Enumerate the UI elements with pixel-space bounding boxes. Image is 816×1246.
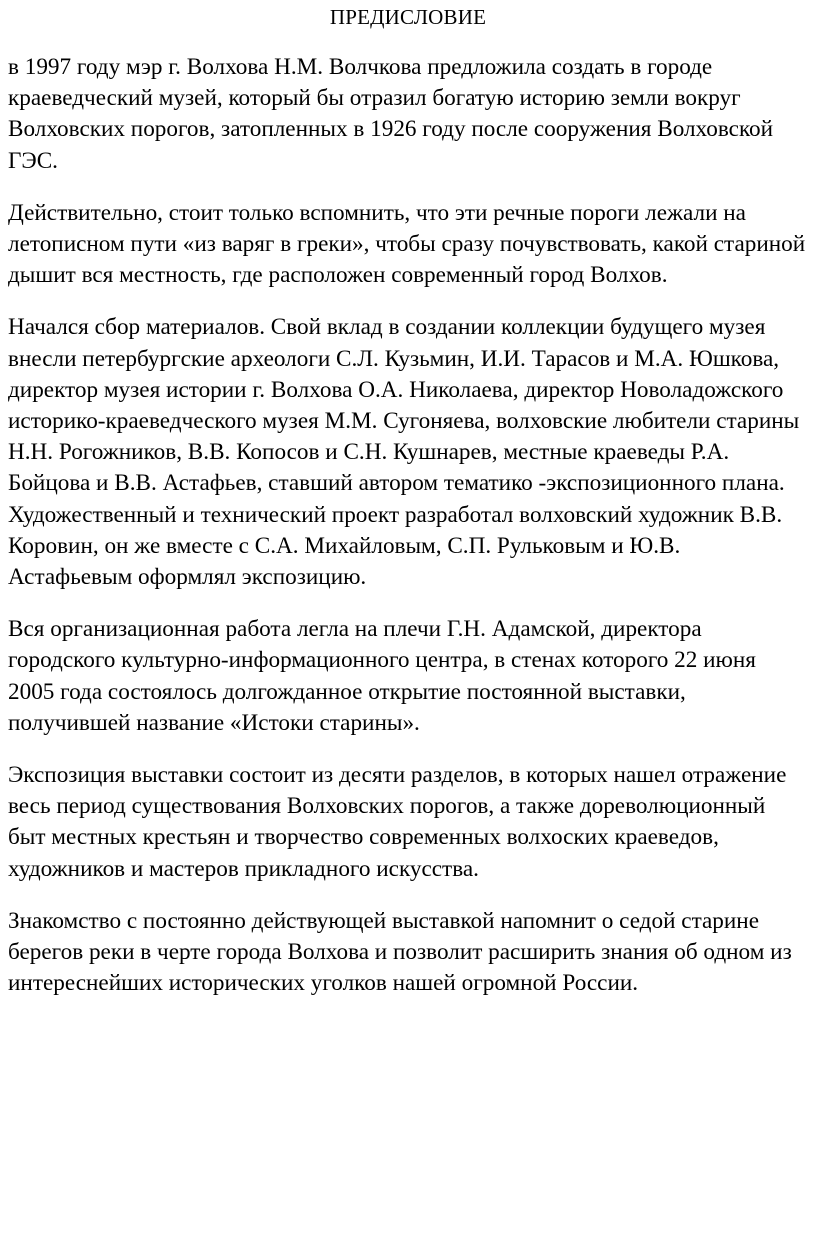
paragraph-exhibition-sections: Экспозиция выставки состоит из десяти разделов, в которых нашел отражение весь период существования Волховских порогов, а также дореволюционный быт местных крестьян и творчество современных волхоских краеведов, художников и мастеров прикладного искусства. (8, 762, 787, 882)
paragraph-museum-founding: в 1997 году мэр г. Волхова Н.М. Волчкова предложила создать в городе краеведческий музей, который бы отразил богатую историю земли вокруг Волховских порогов, затопленных в 1926 году после сооружения Волховской ГЭС. (8, 54, 774, 174)
paragraph-exhibition-opening: Вся организационная работа легла на плечи Г.Н. Адамской, директора городского культурно-информационного центра, в стенах которого 22 июня 2005 года состоялось долгожданное открытие постоянной выставки, получившей название «Истоки старины». (8, 616, 756, 736)
page-title: ПРЕДИСЛОВИЕ (329, 5, 487, 29)
paragraph-trade-route: Действительно, стоит только вспомнить, что эти речные пороги лежали на летописном пути «из варяг в греки», чтобы сразу почувствовать, какой стариной дышит вся местность, где расположен современный город Волхов. (8, 199, 806, 289)
paragraph-collection-contributors: Начался сбор материалов. Свой вклад в создании коллекции будущего музея внесли петербургские археологи С.Л. Кузьмин, И.И. Тарасов и М.А. Юшкова, директор музея истории г. Волхова О.А. Николаева, директор Новоладожского историко-краеведческого музея М.М. Сугоняева, волховские любители старины Н.Н. Рогожников, В.В. Копосов и С.Н. Кушнарев, местные краеведы Р.А. Бойцова и В.В. Астафьев, ставший автором тематико -экспозиционного плана. Художественный и технический проект разработал волховский художник В.В. Коровин, он же вместе с С.А. Михайловым, С.П. Рульковым и Ю.В. Астафьевым оформлял экспозицию. (8, 314, 800, 591)
paragraph-closing: Знакомство с постоянно действующей выставкой напомнит о седой старине берегов реки в черте города Волхова и позволит расширить знания об одном из интереснейших исторических уголков нашей огромной России. (8, 907, 792, 997)
